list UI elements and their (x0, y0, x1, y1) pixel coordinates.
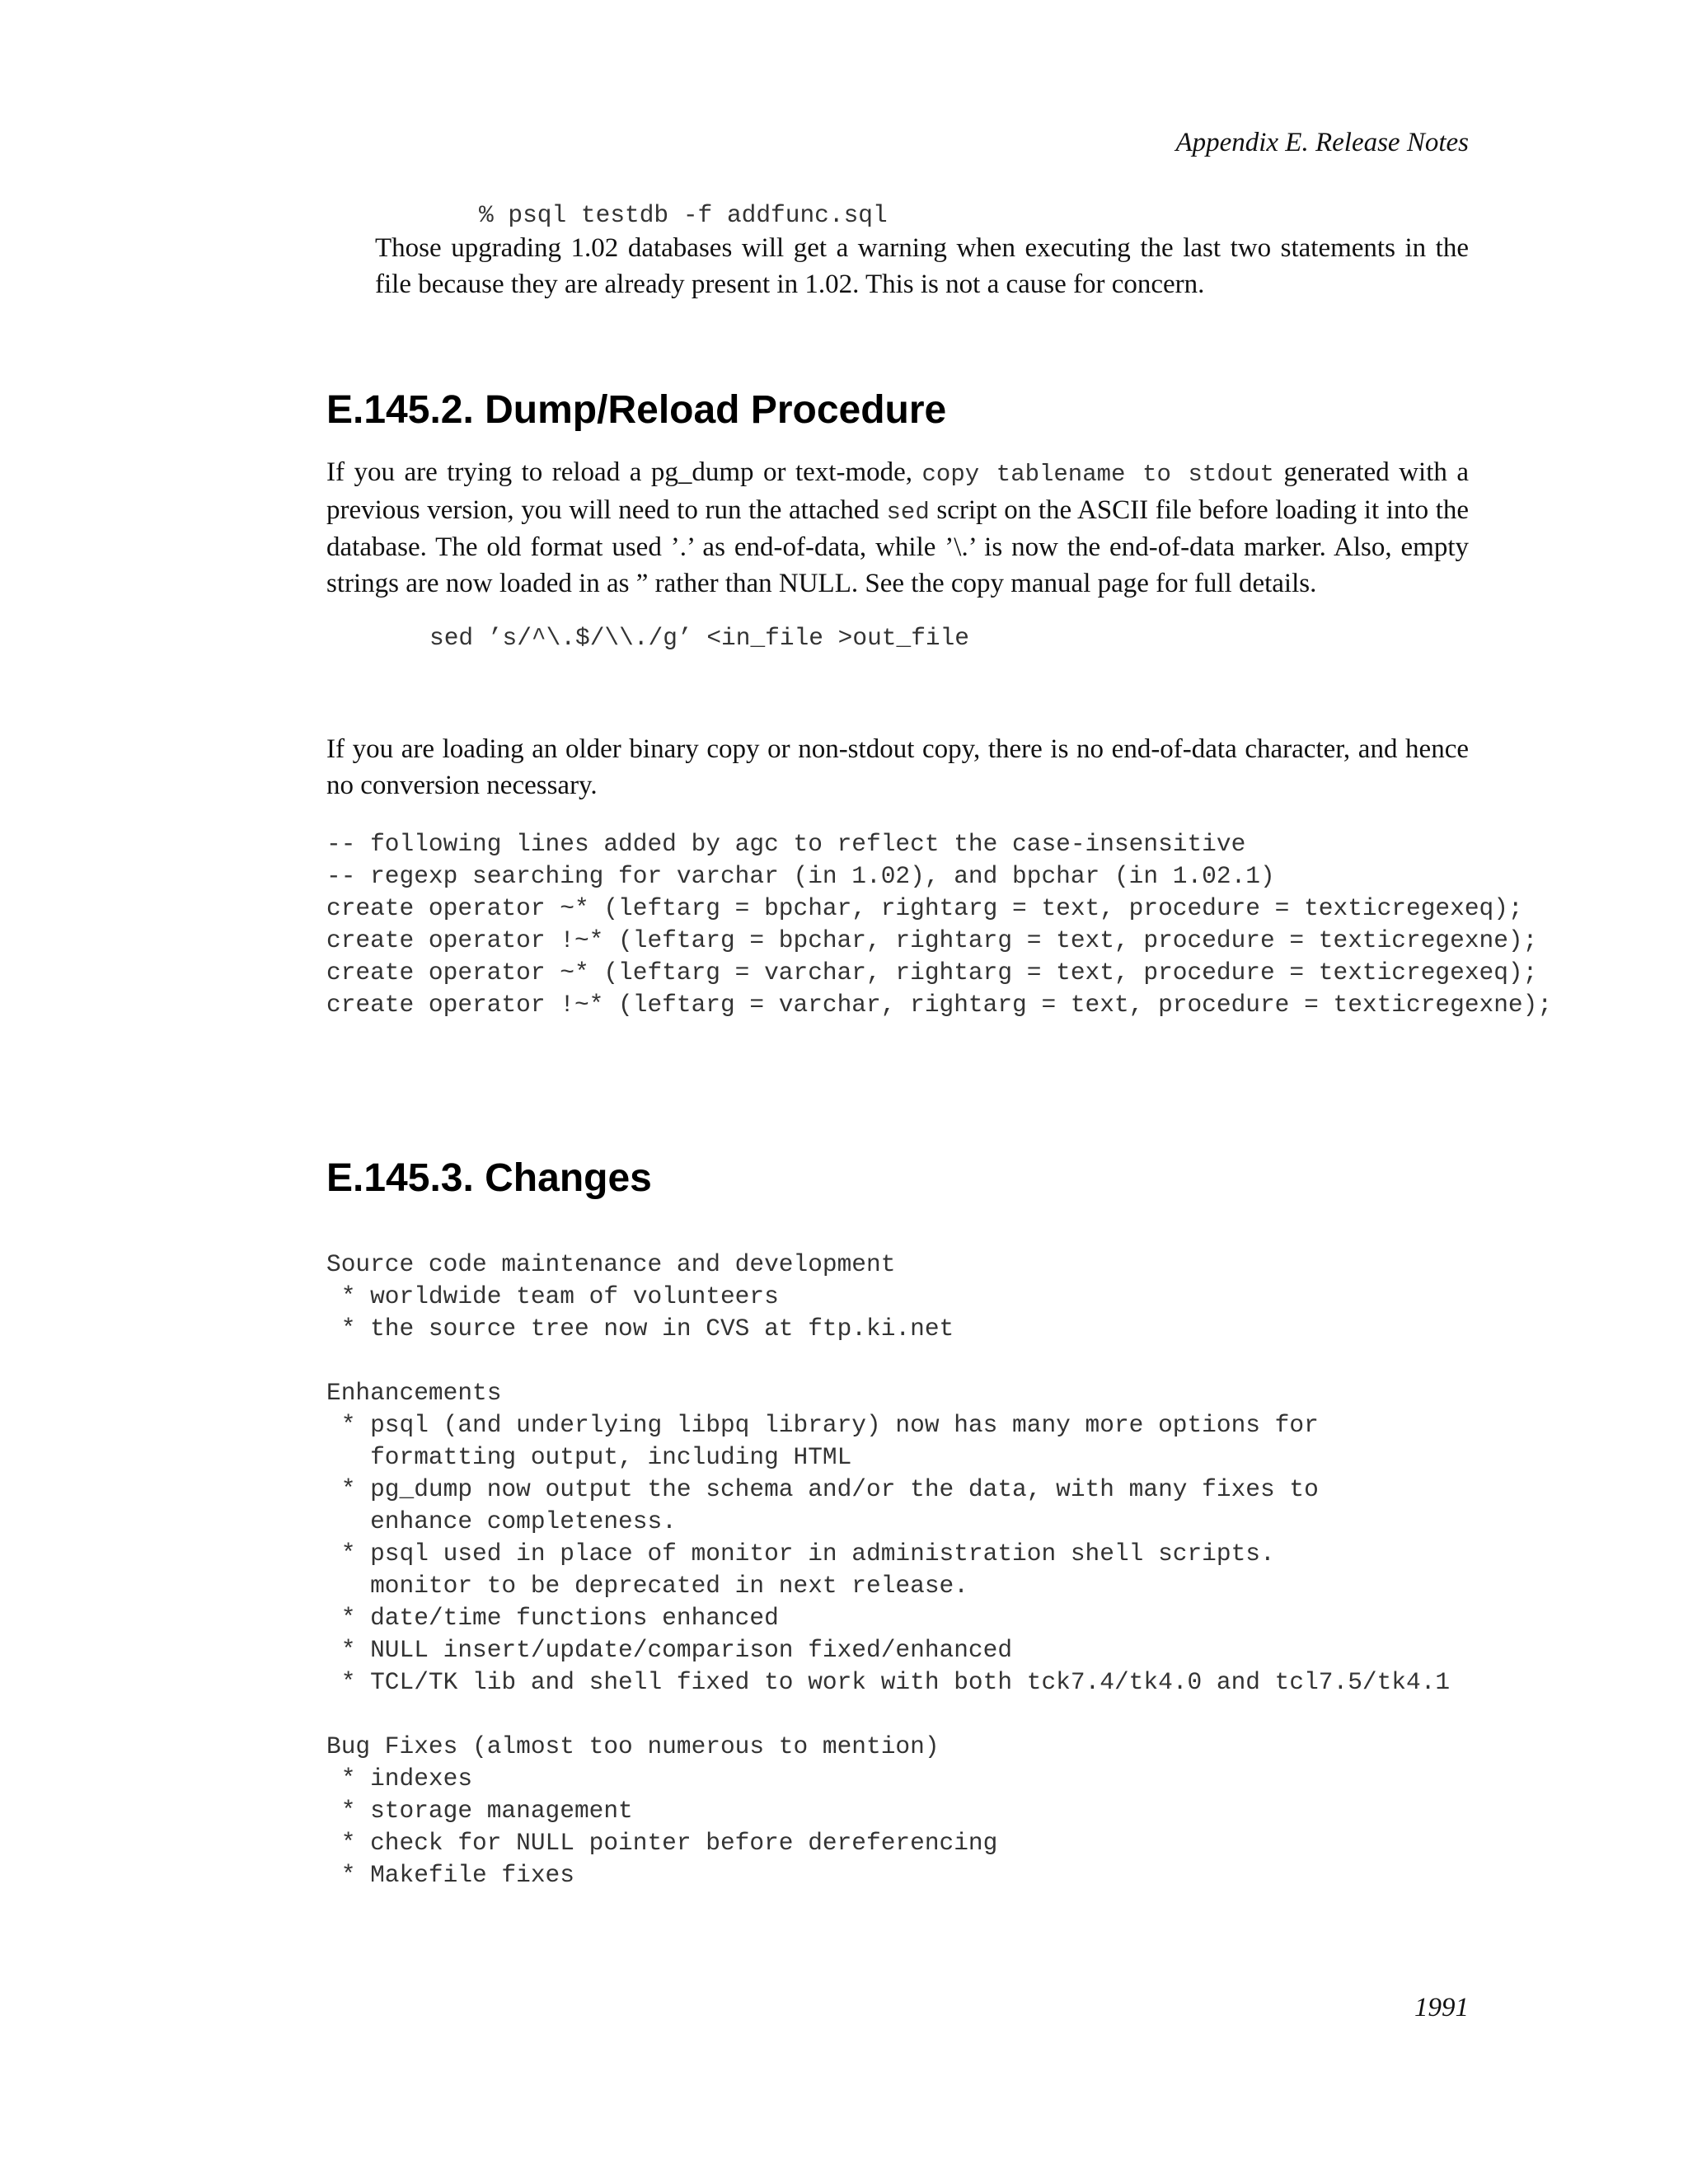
changes-line: * psql (and underlying libpq library) now has many more options for (326, 1411, 1319, 1439)
changes-line: * indexes (326, 1765, 473, 1793)
changes-line (326, 1699, 1450, 1731)
psql-command: % psql testdb -f addfunc.sql (479, 201, 888, 229)
dump-reload-paragraph (326, 455, 1469, 602)
changes-line: enhance completeness. (326, 1507, 677, 1535)
changes-line: Source code maintenance and development (326, 1250, 896, 1278)
changes-line (326, 1345, 1450, 1377)
changes-line: Enhancements (326, 1379, 502, 1407)
dump-reload-text-3: script on the ASCII file before loading it into the database. The old format used ’.’ as end-of-data, while ’\.’ is now the end-of-data marker. Also, empty strings are now loaded in as ” rather than NULL. See the copy manual page for full details. (326, 494, 1470, 598)
changes-line: * the source tree now in CVS at ftp.ki.net (326, 1315, 954, 1343)
changes-line: * worldwide team of volunteers (326, 1282, 779, 1310)
changes-line: * pg_dump now output the schema and/or the data, with many fixes to (326, 1475, 1319, 1503)
inline-code-sed: sed (886, 498, 930, 526)
changes-line: * NULL insert/update/comparison fixed/enhanced (326, 1636, 1013, 1664)
binary-copy-paragraph: If you are loading an older binary copy or non-stdout copy, there is no end-of-data character, and hence no conversion necessary. (326, 734, 1469, 800)
changes-line: * date/time functions enhanced (326, 1604, 779, 1632)
code-line: -- following lines added by agc to reflect the case-insensitive (326, 830, 1246, 858)
running-head: Appendix E. Release Notes (1175, 128, 1469, 157)
page-number: 1991 (1414, 1993, 1469, 2022)
changes-line: * psql used in place of monitor in administration shell scripts. (326, 1540, 1275, 1568)
changes-line: formatting output, including HTML (326, 1443, 852, 1471)
changes-line: * Makefile fixes (326, 1861, 574, 1889)
section-heading-changes: E.145.3. Changes (326, 1156, 652, 1200)
code-line: create operator ~* (leftarg = bpchar, rightarg = text, procedure = texticregexeq); (326, 894, 1523, 922)
changes-line: * TCL/TK lib and shell fixed to work with both tck7.4/tk4.0 and tcl7.5/tk4.1 (326, 1668, 1451, 1696)
sed-command: sed ’s/^\.$/\\./g’ <in_file >out_file (429, 624, 970, 652)
changes-line: Bug Fixes (almost too numerous to mention) (326, 1732, 940, 1760)
dump-reload-text-1: If you are trying to reload a pg_dump or text-mode, (326, 457, 922, 487)
section-heading-dump-reload: E.145.2. Dump/Reload Procedure (326, 388, 947, 432)
code-line: create operator !~* (leftarg = varchar, rightarg = text, procedure = texticregexne); (326, 991, 1553, 1019)
operator-code-block (326, 828, 1552, 1021)
code-line: -- regexp searching for varchar (in 1.02), and bpchar (in 1.02.1) (326, 862, 1275, 890)
dump-reload-text-2: generated with a previous version, you will need to run the attached (326, 457, 1470, 525)
changes-code-block (326, 1249, 1450, 1891)
inline-code-copy: copy tablename to stdout (921, 461, 1274, 488)
changes-line: monitor to be deprecated in next release. (326, 1572, 968, 1600)
code-line: create operator ~* (leftarg = varchar, rightarg = text, procedure = texticregexeq); (326, 958, 1538, 987)
upgrade-note-paragraph: Those upgrading 1.02 databases will get a warning when executing the last two statements in the file because they are already present in 1.02. This is not a cause for concern. (375, 233, 1469, 299)
code-line: create operator !~* (leftarg = bpchar, rightarg = text, procedure = texticregexne); (326, 926, 1538, 954)
changes-line: * check for NULL pointer before dereferencing (326, 1829, 998, 1857)
changes-line: * storage management (326, 1797, 633, 1825)
